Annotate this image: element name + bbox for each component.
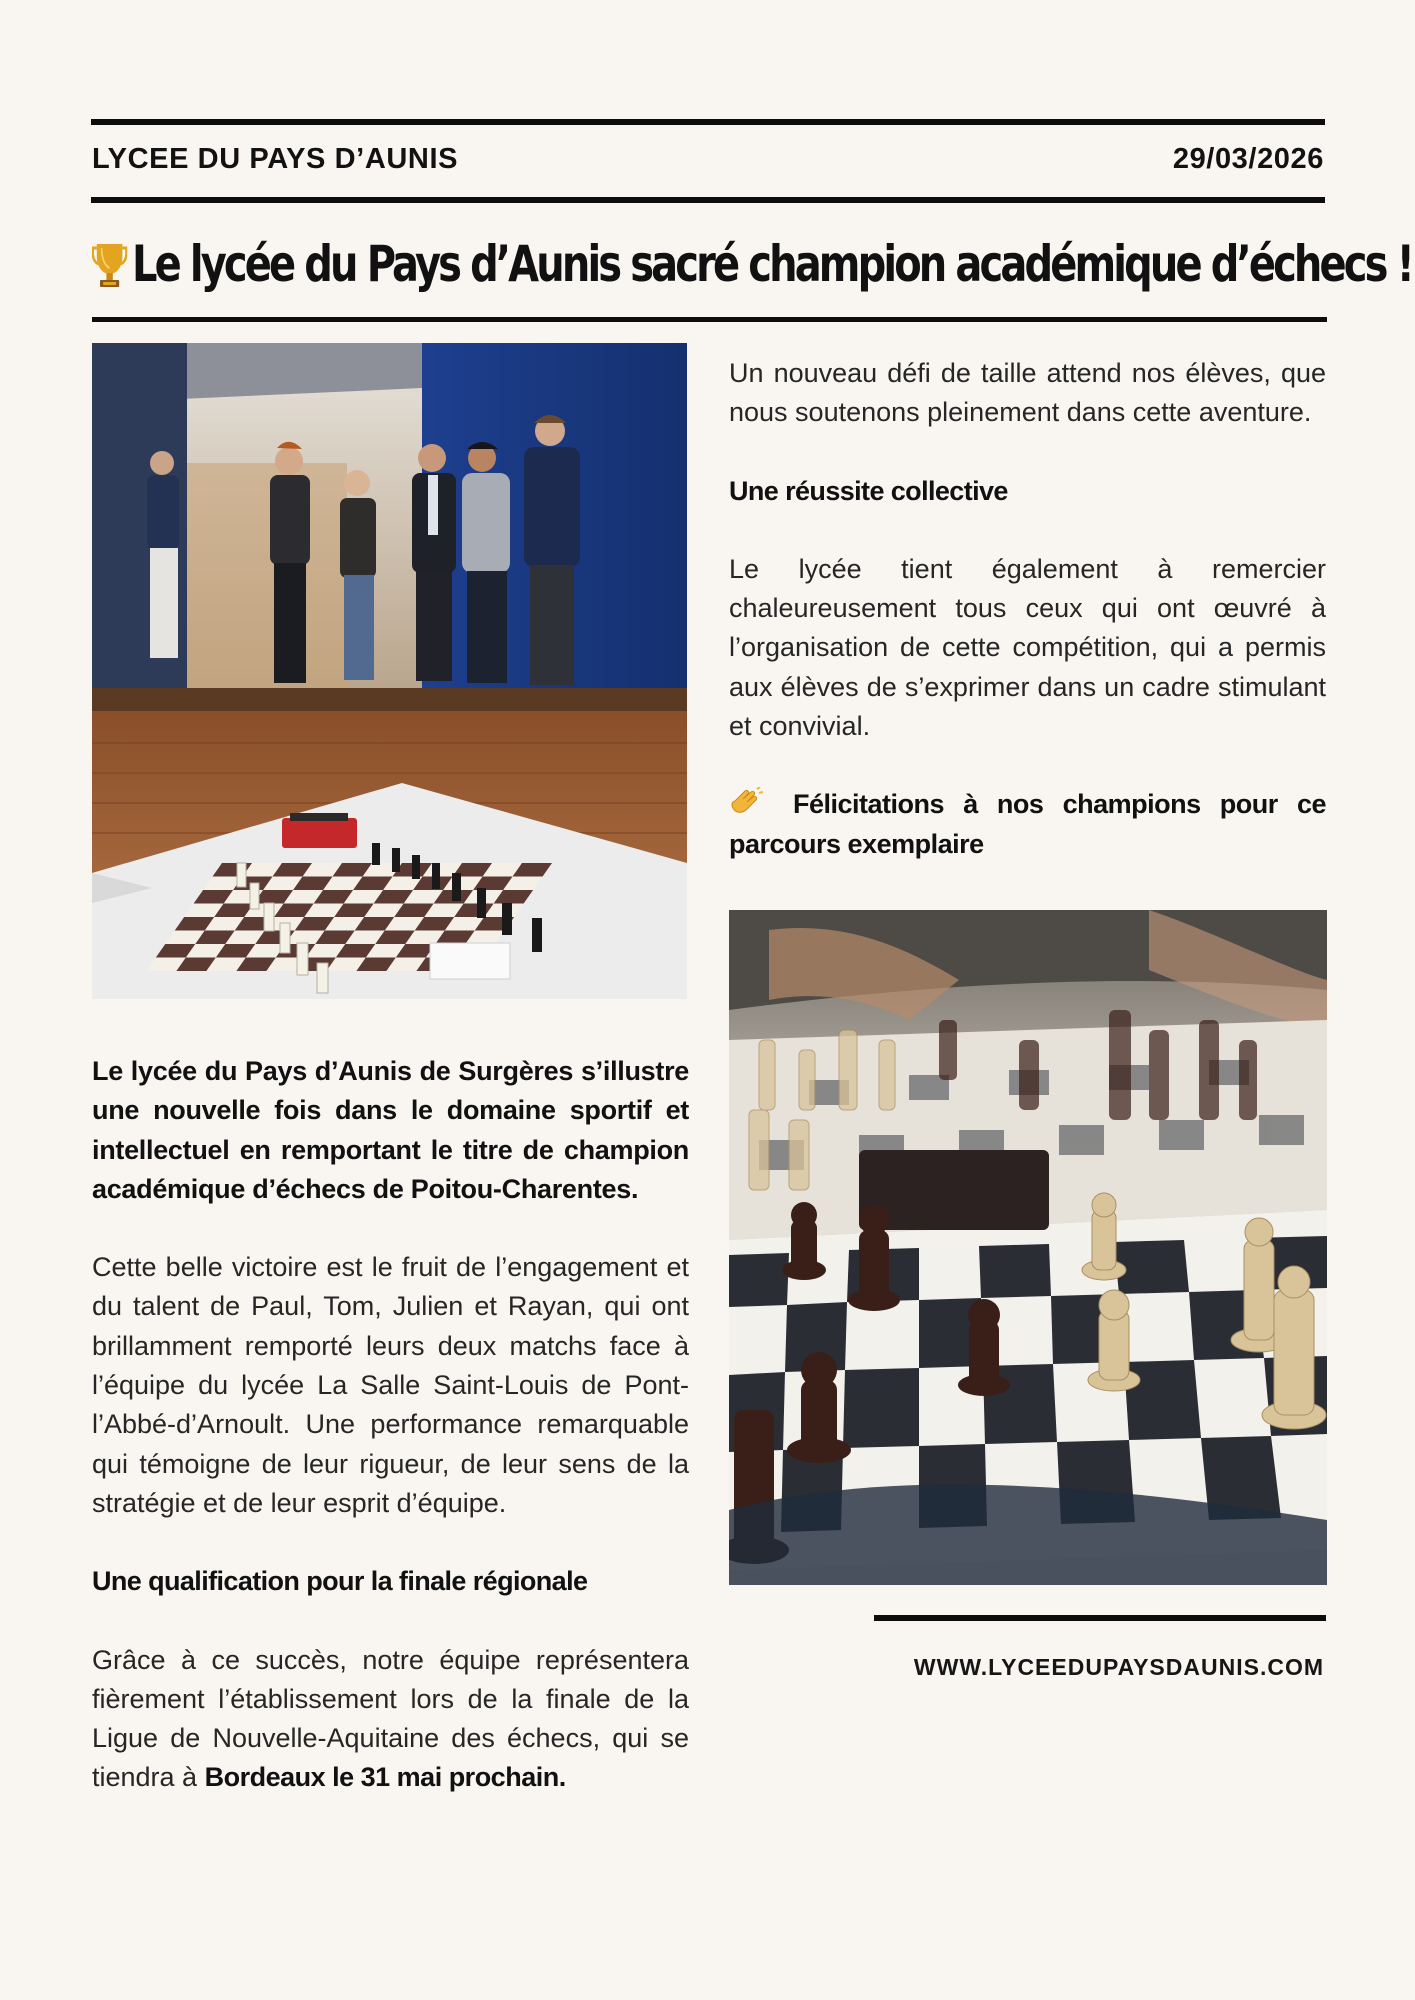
trophy-icon [92, 238, 127, 290]
congratulations-paragraph [729, 785, 1326, 864]
article-title-text: Le lycée du Pays d’Aunis sacré champion académique d’échecs ! [132, 235, 1412, 293]
qualification-heading: Une qualification pour la finale régionale [92, 1566, 588, 1597]
qualification-paragraph-text: Grâce à ce succès, notre équipe représentera fièrement l’établissement lors de la finale de la Ligue de Nouvelle-Aquitaine des échecs, qui se tiendra à [92, 1644, 689, 1793]
school-name: LYCEE DU PAYS D’AUNIS [92, 143, 459, 175]
collective-success-heading: Une réussite collective [729, 475, 1008, 506]
header-bottom-rule [91, 197, 1325, 203]
victory-paragraph: Cette belle victoire est le fruit de l’engagement et du talent de Paul, Tom, Julien et Rayan, qui ont brillamment remporté leurs deux matchs face à l’équipe du lycée La Salle Saint-Louis de Pont-l’Abbé-d’Arnoult. Une performance remarquable qui témoigne de leur rigueur, de leur sens de la stratégie et de leur esprit d’équipe. [92, 1252, 689, 1518]
congratulations-text: Félicitations à nos champions pour ce parcours exemplaire [729, 789, 1326, 859]
team-on-stage-photo [92, 343, 687, 999]
article-title [92, 228, 1412, 300]
header-top-rule [91, 119, 1325, 125]
publication-date: 29/03/2026 [1172, 143, 1324, 175]
final-date-location: Bordeaux le 31 mai prochain. [204, 1762, 566, 1793]
footer-rule [874, 1615, 1326, 1621]
left-column [92, 1052, 689, 1798]
lead-paragraph: Le lycée du Pays d’Aunis de Surgères s’illustre une nouvelle fois dans le domaine sportif et intellectuel en remportant le titre de champion académique d’échecs de Poitou-Charentes. [92, 1056, 689, 1204]
clapping-hands-icon [729, 787, 763, 817]
chessboard-closeup-photo [729, 910, 1327, 1585]
thanks-paragraph: Le lycée tient également à remercier chaleureusement tous ceux qui ont œuvré à l’organisation de cette compétition, qui a permis aux élèves de s’exprimer dans un cadre stimulant et convivial. [729, 553, 1326, 742]
title-bottom-rule [92, 317, 1327, 322]
right-column [729, 354, 1326, 864]
website-url: WWW.LYCEEDUPAYSDAUNIS.COM [913, 1654, 1324, 1680]
new-challenge-paragraph: Un nouveau défi de taille attend nos élèves, que nous soutenons pleinement dans cette aventure. [729, 358, 1326, 428]
qualification-paragraph [92, 1641, 689, 1798]
